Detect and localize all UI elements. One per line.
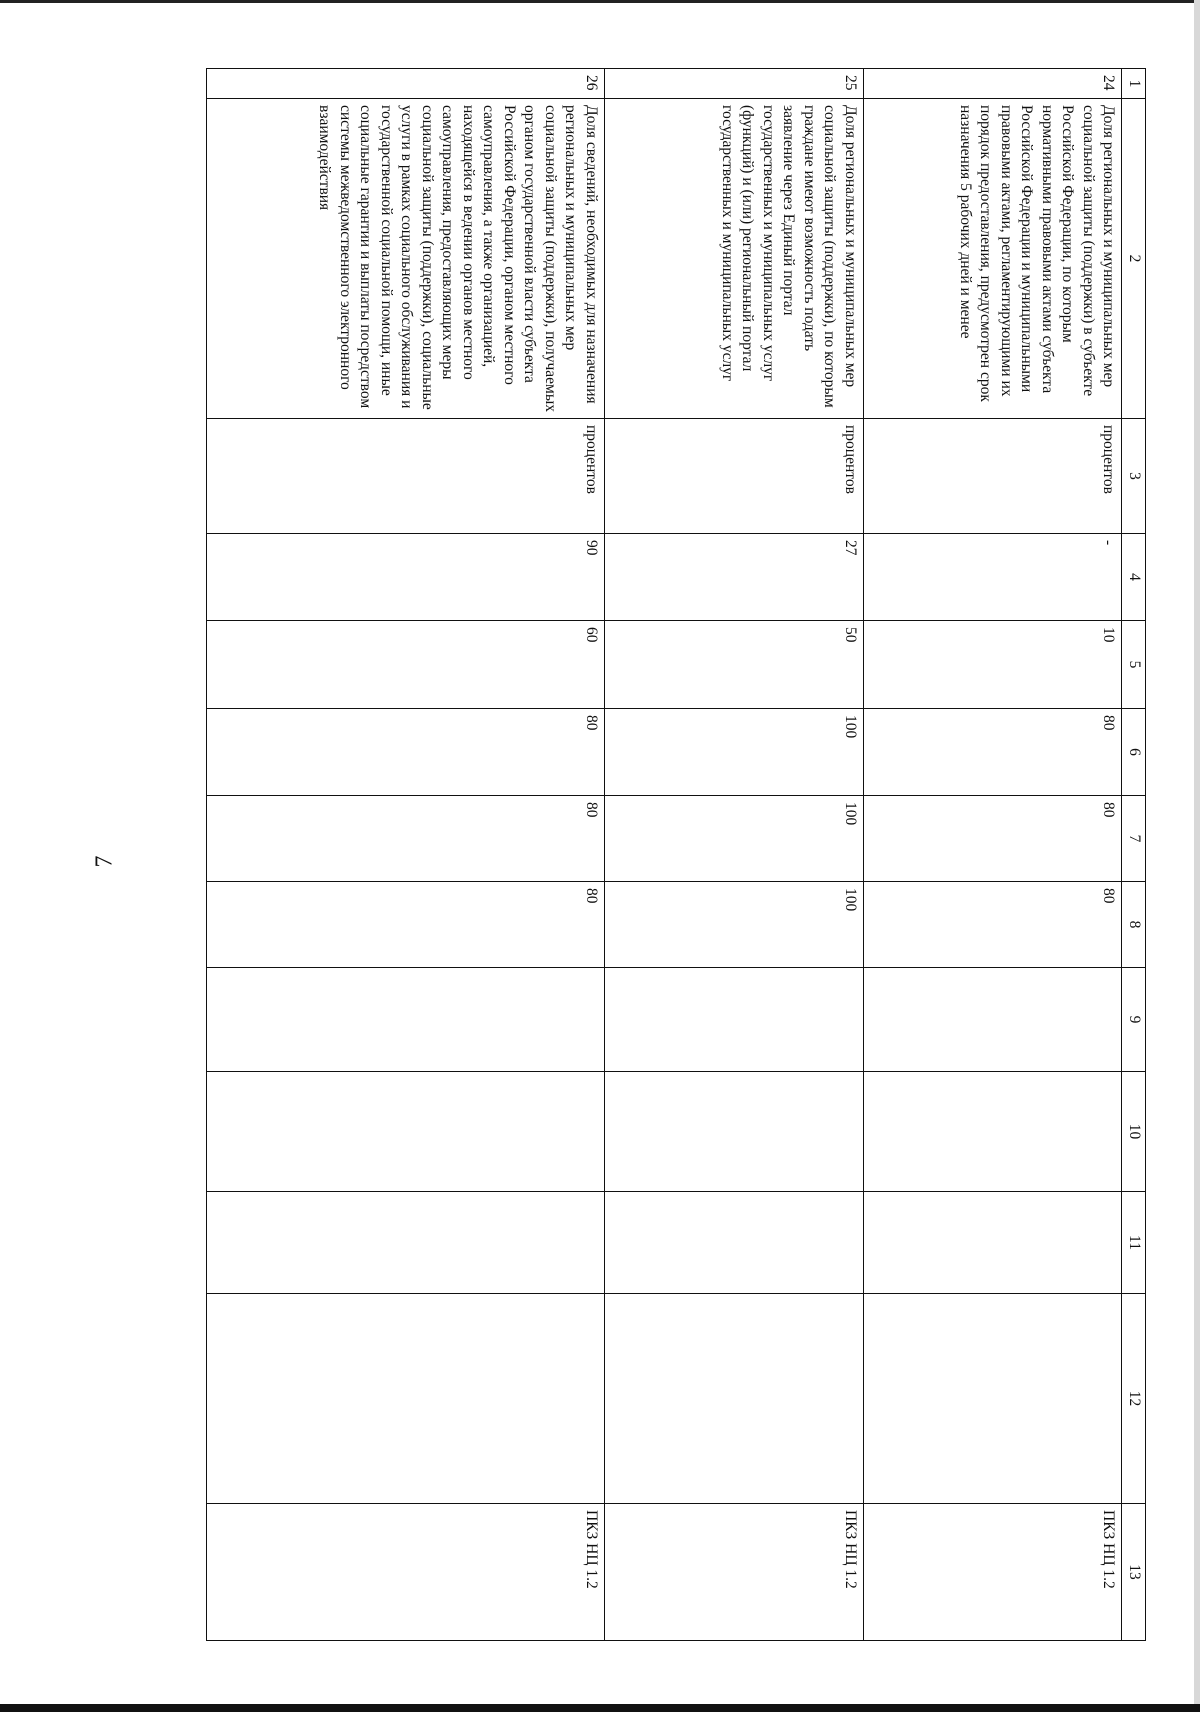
column-header: 6 bbox=[1122, 709, 1146, 796]
column-header: 12 bbox=[1122, 1294, 1146, 1504]
column-header: 7 bbox=[1122, 796, 1146, 882]
value-cell: - bbox=[863, 534, 1122, 621]
column-header: 10 bbox=[1122, 1072, 1146, 1192]
scan-border-top bbox=[0, 0, 1200, 3]
value-cell bbox=[604, 968, 863, 1072]
table-row bbox=[207, 69, 605, 1641]
value-cell: 80 bbox=[207, 796, 605, 882]
indicator-name: Доля региональных и муниципальных мер социальной защиты (поддержки), по которым граждане имеют возможность подать заявление через Единый портал государственных и муниципальных услуг (функций) и (или) региональный портал государственных и муниципальных услуг bbox=[604, 99, 863, 419]
value-cell bbox=[207, 1192, 605, 1294]
column-header: 9 bbox=[1122, 968, 1146, 1072]
indicator-name: Доля региональных и муниципальных мер социальной защиты (поддержки) в субъекте Российской Федерации, по которым нормативными правовыми актами субъекта Российской Федерации и муниципальными правовыми актами, регламентирующими их порядок предоставления, предусмотрен срок назначения 5 рабочих дней и менее bbox=[863, 99, 1122, 419]
indicators-table bbox=[206, 68, 1146, 1641]
unit-cell: процентов bbox=[604, 419, 863, 534]
value-cell: 80 bbox=[207, 709, 605, 796]
column-header: 5 bbox=[1122, 621, 1146, 709]
indicator-name: Доля сведений, необходимых для назначения региональных и муниципальных мер социальной защиты (поддержки), получаемых органом государственной власти субъекта Российской Федерации, органом местного самоуправления, а также организацией, находящейся в ведении органов местного самоуправления, предоставляющих меры социальной защиты (поддержки), социальные услуги в рамках социального обслуживания и государственной социальной помощи, иные социальные гарантии и выплаты посредством системы межведомственного электронного взаимодействия bbox=[207, 99, 605, 419]
unit-cell: процентов bbox=[863, 419, 1122, 534]
value-cell: 10 bbox=[863, 621, 1122, 709]
value-cell: 80 bbox=[207, 882, 605, 968]
column-header: 13 bbox=[1122, 1504, 1146, 1641]
reference-cell: ПКЗ НЦ 1.2 bbox=[207, 1504, 605, 1641]
rotated-table-container bbox=[206, 68, 1146, 1640]
value-cell: 60 bbox=[207, 621, 605, 709]
reference-cell: ПКЗ НЦ 1.2 bbox=[604, 1504, 863, 1641]
value-cell: 80 bbox=[863, 882, 1122, 968]
value-cell: 80 bbox=[863, 709, 1122, 796]
value-cell bbox=[604, 1294, 863, 1504]
value-cell bbox=[604, 1072, 863, 1192]
unit-cell: процентов bbox=[207, 419, 605, 534]
scan-border-bottom bbox=[0, 1704, 1200, 1712]
value-cell: 80 bbox=[863, 796, 1122, 882]
value-cell: 50 bbox=[604, 621, 863, 709]
page-number: 7 bbox=[91, 855, 118, 868]
scan-border-right bbox=[1194, 0, 1200, 1712]
table-row bbox=[604, 69, 863, 1641]
column-header: 1 bbox=[1122, 69, 1146, 99]
value-cell: 100 bbox=[604, 796, 863, 882]
row-number: 25 bbox=[604, 69, 863, 99]
value-cell: 90 bbox=[207, 534, 605, 621]
value-cell bbox=[863, 968, 1122, 1072]
column-header: 3 bbox=[1122, 419, 1146, 534]
value-cell: 100 bbox=[604, 709, 863, 796]
value-cell bbox=[604, 1192, 863, 1294]
value-cell bbox=[207, 1072, 605, 1192]
value-cell bbox=[207, 1294, 605, 1504]
table-row bbox=[863, 69, 1122, 1641]
value-cell bbox=[207, 968, 605, 1072]
column-header: 2 bbox=[1122, 99, 1146, 419]
table-header-row bbox=[1122, 69, 1146, 1641]
value-cell: 27 bbox=[604, 534, 863, 621]
value-cell: 100 bbox=[604, 882, 863, 968]
row-number: 24 bbox=[863, 69, 1122, 99]
value-cell bbox=[863, 1192, 1122, 1294]
row-number: 26 bbox=[207, 69, 605, 99]
column-header: 4 bbox=[1122, 534, 1146, 621]
column-header: 8 bbox=[1122, 882, 1146, 968]
column-header: 11 bbox=[1122, 1192, 1146, 1294]
value-cell bbox=[863, 1294, 1122, 1504]
value-cell bbox=[863, 1072, 1122, 1192]
reference-cell: ПКЗ НЦ 1.2 bbox=[863, 1504, 1122, 1641]
